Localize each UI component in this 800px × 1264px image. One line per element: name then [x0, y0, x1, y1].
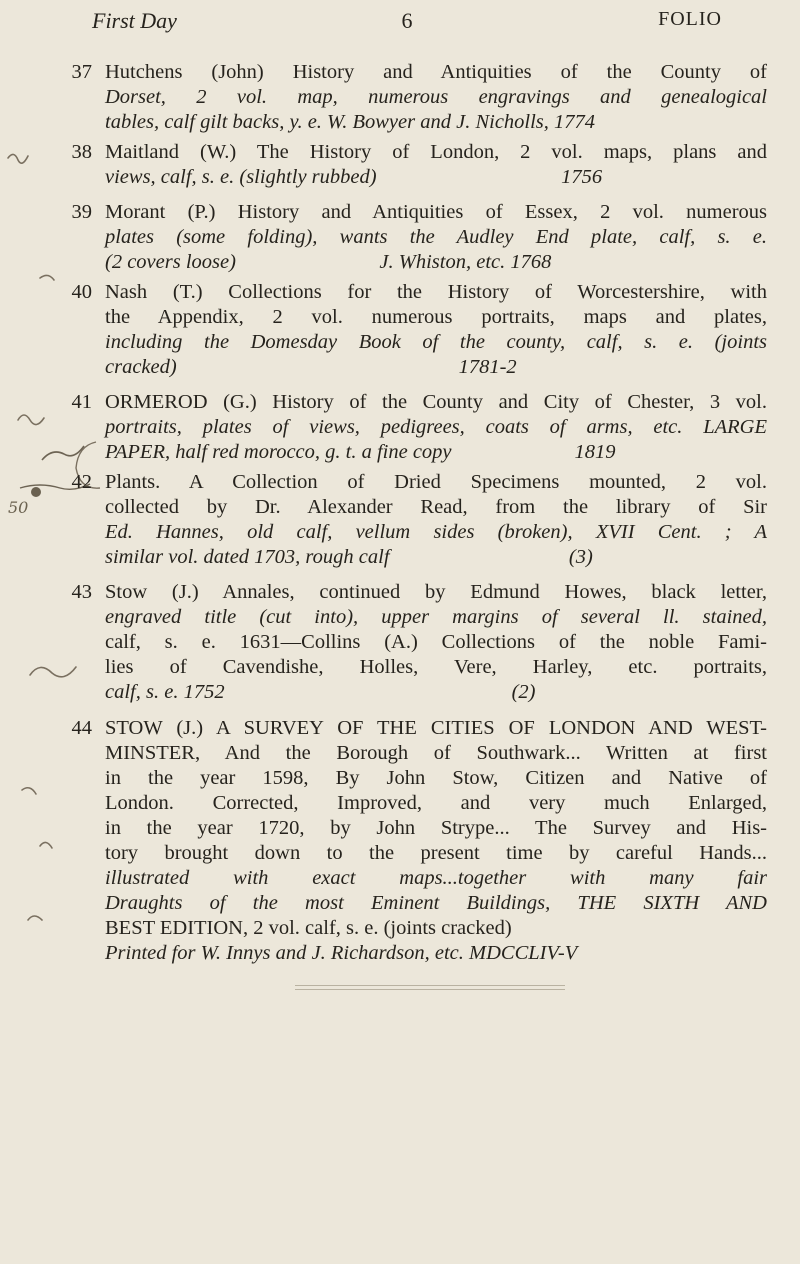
- lot-description: [105, 470, 767, 570]
- lot-line: Dorset, 2 vol. map, numerous engravings and genealogical: [105, 86, 767, 108]
- lot-description: [105, 580, 767, 705]
- lot-number: 43: [71, 581, 92, 603]
- lot-number: 42: [71, 471, 92, 493]
- header-format: FOLIO: [658, 8, 722, 30]
- lot-line: including the Domesday Book of the county, calf, s. e. (joints: [105, 331, 767, 353]
- lot-line: Plants. A Collection of Dried Specimens mounted, 2 vol.: [105, 471, 767, 493]
- lot-number: 44: [71, 717, 92, 739]
- lot-number: 39: [71, 201, 92, 223]
- lot-number: 37: [71, 61, 92, 83]
- lot-line: in the year 1598, By John Stow, Citizen and Native of: [105, 767, 767, 789]
- lot-line: illustrated with exact maps...together with many fair: [105, 867, 767, 889]
- lot-line: (2 covers loose) J. Whiston, etc. 1768: [105, 251, 552, 273]
- lot-line: cracked) 1781-2: [105, 356, 517, 378]
- header-day: First Day: [92, 8, 177, 33]
- section-divider: [295, 989, 565, 990]
- lot-line: Printed for W. Innys and J. Richardson, etc. MDCCLIV-V: [105, 942, 578, 964]
- lot-line: London. Corrected, Improved, and very much Enlarged,: [105, 792, 767, 814]
- lot-line: PAPER, half red morocco, g. t. a fine copy 1819: [105, 441, 616, 463]
- lot-line: Morant (P.) History and Antiquities of Essex, 2 vol. numerous: [105, 201, 767, 223]
- section-divider: [295, 985, 565, 986]
- page-header: [92, 8, 722, 48]
- lot-line: similar vol. dated 1703, rough calf (3): [105, 546, 593, 568]
- lot-line: lies of Cavendishe, Holles, Vere, Harley, etc. portraits,: [105, 656, 767, 678]
- lot-line: Stow (J.) Annales, continued by Edmund Howes, black letter,: [105, 581, 767, 603]
- lot-description: [105, 716, 767, 966]
- lot-line: ORMEROD (G.) History of the County and City of Chester, 3 vol.: [105, 391, 767, 413]
- lot-description: [105, 390, 767, 465]
- lot-line: STOW (J.) A SURVEY OF THE CITIES OF LONDON AND WEST-: [105, 717, 767, 739]
- lot-line: views, calf, s. e. (slightly rubbed) 1756: [105, 166, 603, 188]
- lot-line: Nash (T.) Collections for the History of Worcestershire, with: [105, 281, 767, 303]
- lot-line: the Appendix, 2 vol. numerous portraits, maps and plates,: [105, 306, 767, 328]
- lot-line: calf, s. e. 1631—Collins (A.) Collections of the noble Fami-: [105, 631, 767, 653]
- lot-description: [105, 200, 767, 275]
- lot-number: 41: [71, 391, 92, 413]
- lot-number: 38: [71, 141, 92, 163]
- page-number: 6: [401, 8, 413, 33]
- lot-line: Hutchens (John) History and Antiquities of the County of: [105, 61, 767, 83]
- lot-line: tory brought down to the present time by careful Hands...: [105, 842, 767, 864]
- lot-description: [105, 140, 767, 190]
- lot-line: calf, s. e. 1752 (2): [105, 681, 536, 703]
- lot-line: Draughts of the most Eminent Buildings, THE SIXTH AND: [105, 892, 767, 914]
- lot-line: portraits, plates of views, pedigrees, coats of arms, etc. LARGE: [105, 416, 767, 438]
- lot-line: plates (some folding), wants the Audley End plate, calf, s. e.: [105, 226, 767, 248]
- lot-line: Maitland (W.) The History of London, 2 vol. maps, plans and: [105, 141, 767, 163]
- lot-description: [105, 280, 767, 380]
- lot-line: engraved title (cut into), upper margins of several ll. stained,: [105, 606, 767, 628]
- lot-line: MINSTER, And the Borough of Southwark... Written at first: [105, 742, 767, 764]
- lot-line: tables, calf gilt backs, y. e. W. Bowyer and J. Nicholls, 1774: [105, 111, 596, 133]
- lot-description: [105, 60, 767, 135]
- lot-line: BEST EDITION, 2 vol. calf, s. e. (joints cracked): [105, 917, 512, 939]
- lot-line: collected by Dr. Alexander Read, from the library of Sir: [105, 496, 767, 518]
- margin-price-note: 50: [8, 498, 29, 517]
- lot-number: 40: [71, 281, 92, 303]
- lot-line: in the year 1720, by John Strype... The Survey and His-: [105, 817, 767, 839]
- lot-line: Ed. Hannes, old calf, vellum sides (broken), XVII Cent. ; A: [105, 521, 767, 543]
